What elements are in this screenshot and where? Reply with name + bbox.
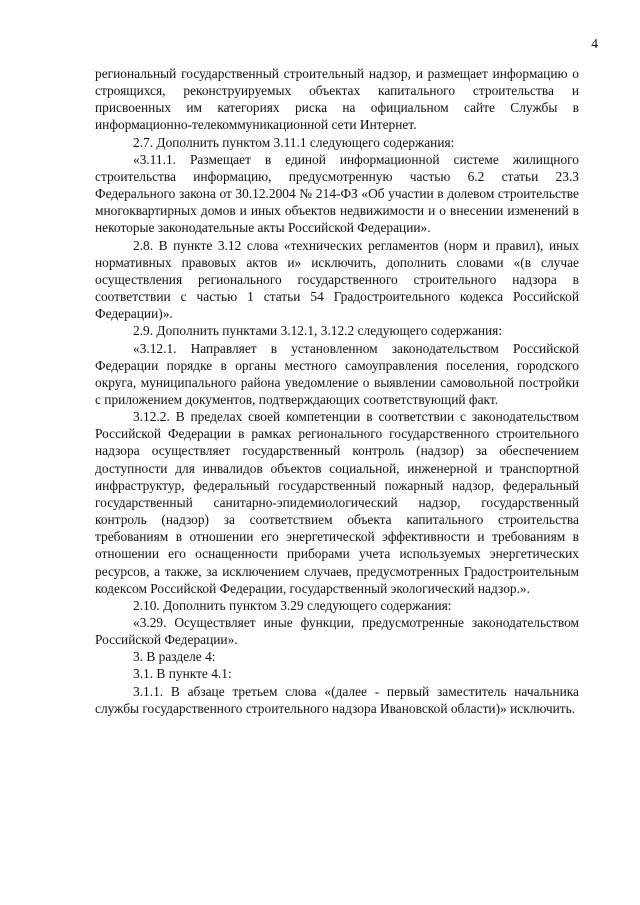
paragraph-item-2-8: 2.8. В пункте 3.12 слова «технических регламентов (норм и правил), иных нормативных правовых актов и» исключить, дополнить словами «(в случае осуществления регионального государственного строительного надзора в соответствии с частью 1 статьи 54 Градостроительного кодекса Российской Федерации)».	[95, 237, 579, 322]
paragraph-item-3-11-1: «3.11.1. Размещает в единой информационной системе жилищного строительства информацию, предусмотренную частью 6.2 статьи 23.3 Федерального закона от 30.12.2004 № 214-ФЗ «Об участии в долевом строительстве многоквартирных домов и иных объектов недвижимости и о внесении изменений в некоторые законодательные акты Российской Федерации».	[95, 151, 579, 236]
document-body	[95, 65, 579, 717]
paragraph-item-3-29: «3.29. Осуществляет иные функции, предусмотренные законодательством Российской Федерации».	[95, 615, 579, 648]
paragraph-item-2-9: 2.9. Дополнить пунктами 3.12.1, 3.12.2 следующего содержания:	[133, 323, 503, 339]
page-number: 4	[591, 36, 598, 51]
paragraph-item-3: 3. В разделе 4:	[133, 649, 216, 665]
paragraph-item-3-1: 3.1. В пункте 4.1:	[133, 666, 232, 682]
paragraph-item-3-12-2: 3.12.2. В пределах своей компетенции в соответствии с законодательством Российской Федерации в рамках регионального государственного строительного надзора осуществляет государственный контроль (надзор) за обеспечением доступности для инвалидов объектов социальной, инженерной и транспортной инфраструктур, федеральный государственный пожарный надзор, федеральный государственный санитарно-эпидемиологический надзор, государственный контроль (надзор) за соответствием объекта капитального строительства требованиям в отношении его энергетической эффективности и требованиям в отношении его оснащенности приборами учета используемых энергетических ресурсов, а также, за исключением случаев, предусмотренных Градостроительным кодексом Российской Федерации, государственный экологический надзор.».	[95, 409, 579, 596]
paragraph-item-3-1-1: 3.1.1. В абзаце третьем слова «(далее - первый заместитель начальника службы государственного строительного надзора Ивановской области)» исключить.	[95, 683, 579, 716]
paragraph-item-2-10: 2.10. Дополнить пунктом 3.29 следующего содержания:	[133, 597, 452, 613]
paragraph-continuation: региональный государственный строительный надзор, и размещает информацию о строящихся, реконструируемых объектах капитального строительства и присвоенных им категориях риска на официальном сайте Службы в информационно-телекоммуникационной сети Интернет.	[95, 66, 579, 133]
paragraph-item-2-7: 2.7. Дополнить пунктом 3.11.1 следующего содержания:	[133, 134, 455, 150]
paragraph-item-3-12-1: «3.12.1. Направляет в установленном законодательством Российской Федерации порядке в органы местного самоуправления поселения, городского округа, муниципального района уведомление о выявлении самовольной постройки с приложением документов, подтверждающих соответствующий факт.	[95, 340, 579, 407]
